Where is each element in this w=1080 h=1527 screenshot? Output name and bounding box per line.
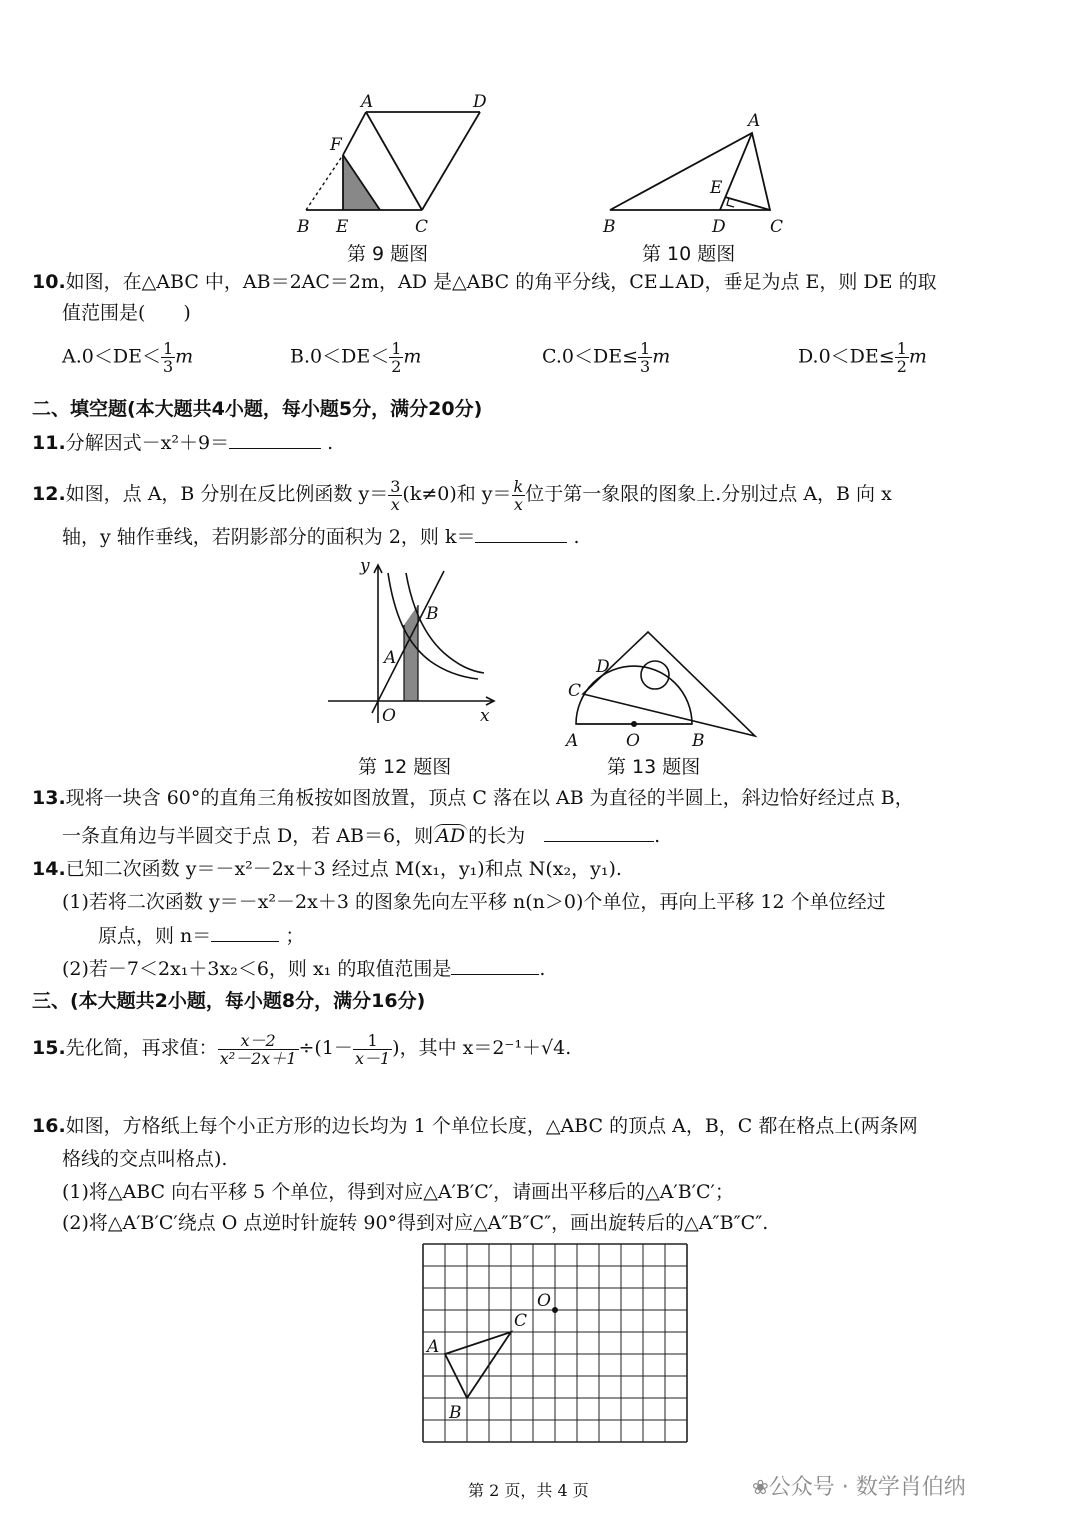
- question-15: [32, 1028, 571, 1068]
- question-12-text-3: 位于第一象限的图象上.分别过点 A，B 向 x: [525, 483, 892, 505]
- fig9-diagonal-ac: [366, 112, 422, 210]
- fig10-label-c: C: [770, 217, 784, 237]
- question-10-option-a: [62, 340, 193, 375]
- question-13-stem: 现将一块含 60°的直角三角板按如图放置，顶点 C 落在以 AB 为直径的半圆上，斜边恰好经过点 B，: [65, 787, 914, 809]
- option-c-text: C.0＜DE≤: [542, 345, 639, 368]
- question-16-part-1: (1)将△ABC 向右平移 5 个单位，得到对应△A′B′C′，请画出平移后的△A′B′C′；: [62, 1181, 734, 1203]
- question-12-answer-blank[interactable]: [475, 524, 567, 543]
- question-11: [32, 428, 333, 458]
- question-12-fraction-2: [512, 478, 526, 513]
- question-12-number: 12.: [32, 483, 66, 505]
- question-15-fraction-1: [218, 1032, 299, 1067]
- q15-frac1-num: x－2: [218, 1032, 299, 1050]
- option-a-denominator: 3: [162, 357, 174, 376]
- fig13-semicircle: [576, 666, 692, 724]
- fig13-caption: 第 13 题图: [607, 756, 701, 778]
- fig10-triangle-abc: [610, 133, 770, 210]
- fig9-dotted-bf: [306, 155, 343, 210]
- q15-frac2-num: 1: [353, 1032, 392, 1050]
- question-10-number: 10.: [32, 271, 66, 293]
- figure-10: [598, 108, 798, 238]
- question-14-part-1-end: ；: [285, 925, 305, 947]
- watermark-text: 公众号 · 数学肖伯纳: [768, 1475, 966, 1500]
- option-c-denominator: 3: [640, 357, 651, 376]
- fig16-triangle-abc: [445, 1332, 511, 1398]
- fig10-caption: 第 10 题图: [642, 243, 736, 265]
- question-11-period: .: [327, 432, 334, 454]
- figure-9: [290, 88, 510, 238]
- question-15-text-2: ÷(1－: [298, 1037, 353, 1059]
- question-10-option-d: [798, 340, 927, 375]
- option-b-numerator: 1: [391, 339, 402, 358]
- fig16-point-o: [552, 1307, 558, 1313]
- question-15-number: 15.: [32, 1037, 66, 1059]
- question-13-number: 13.: [32, 787, 66, 809]
- question-14-part-2-text: (2)若－7＜2x₁＋3x₂＜6，则 x₁ 的取值范围是: [62, 958, 452, 980]
- fig10-bisector-ad: [720, 133, 752, 210]
- question-13-period: .: [654, 825, 661, 847]
- question-12-period: .: [573, 526, 580, 548]
- option-b-unit: m: [403, 345, 422, 368]
- fig9-side-fa: [343, 112, 366, 155]
- question-14-part-1-blank[interactable]: [211, 923, 279, 942]
- question-14-part-1-line-2: [98, 921, 304, 951]
- fig13-triangle-ruler: [583, 632, 755, 736]
- fig12-shaded-region: [404, 605, 418, 701]
- wechat-icon: ❀: [752, 1475, 769, 1499]
- fig9-label-e: E: [336, 217, 349, 237]
- question-14-part-2-end: .: [539, 958, 546, 980]
- option-d-denominator: 2: [896, 357, 907, 376]
- question-11-stem: 分解因式－x²＋9＝: [65, 432, 230, 454]
- fig9-label-d: D: [473, 92, 487, 112]
- fig13-label-o: O: [626, 731, 640, 751]
- option-d-numerator: 1: [896, 339, 907, 358]
- fig12-label-y: y: [360, 556, 370, 576]
- fig13-label-c: C: [568, 681, 582, 701]
- figure-12: [320, 553, 510, 733]
- fig16-label-b: B: [449, 1403, 462, 1423]
- fig12-label-b: B: [426, 604, 439, 624]
- question-10-option-b: [290, 340, 421, 375]
- question-12-fraction-1: [388, 478, 402, 513]
- question-16-line-2: 格线的交点叫格点).: [62, 1148, 228, 1170]
- question-15-fraction-2: [353, 1032, 392, 1067]
- page-footer: 第 2 页，共 4 页: [468, 1481, 589, 1500]
- option-b-fraction: [389, 340, 403, 375]
- watermark: [752, 1470, 966, 1501]
- option-d-fraction: [895, 340, 909, 375]
- fig16-label-c: C: [514, 1311, 528, 1331]
- section-2-heading: 二、填空题(本大题共4小题，每小题5分，满分20分): [32, 398, 483, 420]
- fig12-caption: 第 12 题图: [358, 756, 452, 778]
- question-10-stem: 如图，在△ABC 中，AB＝2AC＝2m，AD 是△ABC 的角平分线，CE⊥AD，垂足为点 E，则 DE 的取: [65, 271, 937, 293]
- option-b-text: B.0＜DE＜: [290, 345, 390, 368]
- fig10-label-e: E: [710, 178, 723, 198]
- question-14-number: 14.: [32, 858, 66, 880]
- question-13-text-a: 一条直角边与半圆交于点 D，若 AB＝6，则: [62, 825, 434, 847]
- fig16-grid-lines: [423, 1244, 687, 1442]
- fig13-label-a: A: [566, 731, 579, 751]
- option-a-numerator: 1: [162, 339, 174, 358]
- fig12-label-a: A: [384, 648, 397, 668]
- fig9-label-c: C: [415, 217, 429, 237]
- fig12-label-o: O: [382, 706, 396, 726]
- option-b-denominator: 2: [391, 357, 402, 376]
- fig9-caption: 第 9 题图: [347, 243, 429, 265]
- option-a-text: A.0＜DE＜: [62, 345, 161, 368]
- question-15-text-3: )，其中 x＝2⁻¹＋√4.: [392, 1037, 572, 1059]
- fig12-label-x: x: [480, 706, 490, 726]
- fig10-label-a: A: [748, 111, 761, 131]
- fig9-label-a: A: [361, 92, 374, 112]
- figure-13: [560, 622, 770, 752]
- fig16-label-o: O: [537, 1291, 551, 1311]
- fig13-label-d: D: [596, 657, 610, 677]
- question-14-line-1: [32, 854, 622, 884]
- question-10-line-2: 值范围是( ): [62, 302, 191, 324]
- question-13-text-b: 的长为: [468, 825, 526, 847]
- fig10-label-d: D: [712, 217, 726, 237]
- question-12-line-1: [32, 474, 892, 514]
- question-16-part-2: (2)将△A′B′C′绕点 O 点逆时针旋转 90°得到对应△A″B″C″，画出旋转后的△A″B″C″.: [62, 1212, 769, 1234]
- figure-16-grid[interactable]: [423, 1244, 687, 1458]
- question-12-text-4: 轴，y 轴作垂线，若阴影部分的面积为 2，则 k＝: [62, 526, 476, 548]
- fig13-center-o: [631, 721, 637, 727]
- fig16-label-a: A: [427, 1337, 440, 1357]
- option-d-unit: m: [908, 345, 927, 368]
- option-d-text: D.0＜DE≤: [798, 345, 895, 368]
- question-13-line-1: [32, 783, 914, 813]
- fig9-side-dc: [422, 112, 480, 210]
- question-16-line-1: [32, 1111, 918, 1141]
- question-13-line-2: [62, 821, 660, 851]
- question-14-part-2: [62, 954, 545, 984]
- question-11-number: 11.: [32, 432, 66, 454]
- q15-frac1-den: x²－2x＋1: [219, 1048, 297, 1068]
- option-c-fraction: [638, 340, 652, 375]
- q12-frac1-den: x: [390, 494, 400, 514]
- question-13-answer-blank[interactable]: [544, 823, 654, 842]
- fig13-label-b: B: [692, 731, 705, 751]
- q12-frac2-num: k: [513, 476, 524, 496]
- section-3-heading: 三、(本大题共2小题，每小题8分，满分16分): [32, 990, 426, 1012]
- q15-frac2-den: x－1: [354, 1048, 391, 1068]
- option-c-numerator: 1: [640, 339, 651, 358]
- fig12-curve-inner: [388, 573, 478, 679]
- question-11-answer-blank[interactable]: [229, 430, 321, 449]
- question-12-line-2: [62, 522, 580, 552]
- q12-frac2-den: x: [513, 494, 523, 514]
- question-12-text-2: (k≠0)和 y＝: [402, 483, 512, 505]
- option-c-unit: m: [652, 345, 671, 368]
- fig10-perpendicular-ce: [725, 197, 770, 210]
- question-14-part-2-blank[interactable]: [451, 956, 539, 975]
- fig9-label-b: B: [297, 217, 310, 237]
- fig10-label-b: B: [603, 217, 616, 237]
- question-16-number: 16.: [32, 1115, 66, 1137]
- option-a-fraction: [161, 340, 175, 375]
- option-a-unit: m: [175, 345, 194, 368]
- question-14-part-1-line-1: (1)若将二次函数 y＝－x²－2x＋3 的图象先向左平移 n(n＞0)个单位，再向上平移 12 个单位经过: [62, 891, 886, 913]
- question-13-arc-ad: AD: [433, 824, 468, 847]
- question-14-stem: 已知二次函数 y＝－x²－2x＋3 经过点 M(x₁，y₁)和点 N(x₂，y₁).: [65, 858, 622, 880]
- question-10-line-1: [32, 267, 937, 297]
- question-15-text-1: 先化简，再求值：: [65, 1037, 218, 1059]
- question-12-text-1: 如图，点 A，B 分别在反比例函数 y＝: [65, 483, 389, 505]
- q12-frac1-num: 3: [390, 476, 401, 496]
- fig9-label-f: F: [330, 135, 342, 155]
- question-16-stem: 如图，方格纸上每个小正方形的边长均为 1 个单位长度，△ABC 的顶点 A，B，C 都在格点上(两条网: [65, 1115, 918, 1137]
- question-10-option-c: [542, 340, 670, 375]
- question-14-part-1-text: 原点，则 n＝: [98, 925, 212, 947]
